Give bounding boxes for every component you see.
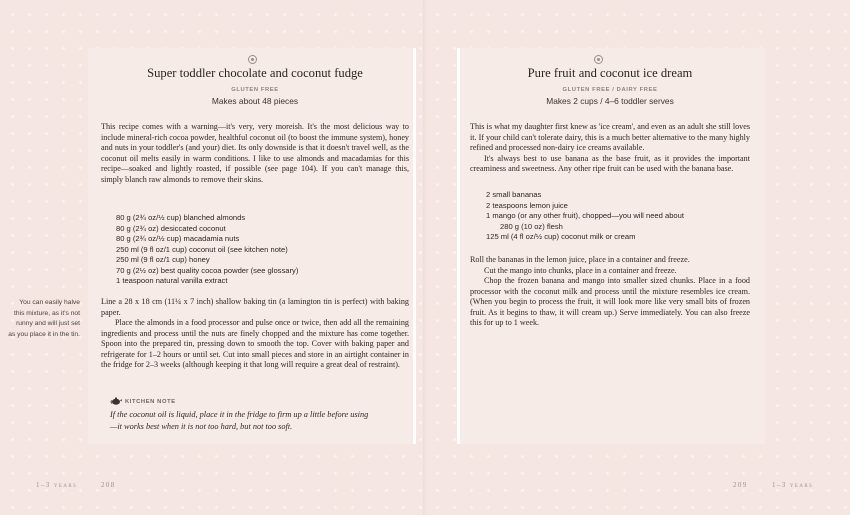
ingredient-item: 2 small bananas <box>486 190 542 199</box>
left-ingredient-list <box>116 213 298 287</box>
ingredient-item: 2 teaspoons lemon juice <box>486 200 568 210</box>
right-recipe-yield: Makes 2 cups / 4–6 toddler serves <box>546 96 674 106</box>
method-step: Roll the bananas in the lemon juice, place in a container and freeze. <box>470 255 690 264</box>
right-ornament-icon <box>594 55 603 64</box>
right-recipe-intro <box>470 122 750 175</box>
right-ingredient-list <box>486 190 684 243</box>
left-margin-note: You can easily halve this mixture, as it's not runny and will just set as you place it in the tin. <box>8 299 80 338</box>
method-step: Place the almonds in a food processor and pulse once or twice, then add all the remaining ingredients and process until the nuts are finely chopped and the mixture has come together. Spoon into the prepared tin, pressing down to smooth the top. Cover with baking paper and refrigerate for 1–2 hours or until set. Cut into small pieces and store in an airtight container in the fridge for 2–3 weeks (although keeping it that long will require a great deal of restraint). <box>101 318 409 369</box>
book-gutter <box>423 0 427 515</box>
left-ornament-icon <box>248 55 257 64</box>
right-folio-page: 209 <box>733 481 748 489</box>
ingredient-item: 80 g (2¾ oz/½ cup) macadamia nuts <box>116 234 240 243</box>
method-step: Cut the mango into chunks, place in a container and freeze. <box>484 265 677 275</box>
kitchen-note-label: KITCHEN NOTE <box>125 399 176 405</box>
right-recipe-method <box>470 255 750 329</box>
right-folio-section: 1–3 years <box>772 481 814 489</box>
left-folio-section: 1–3 years <box>36 481 78 489</box>
ingredient-item: 70 g (2½ oz) best quality cocoa powder (see glossary) <box>116 265 299 275</box>
ingredient-item: 80 g (2¾ oz/½ cup) blanched almonds <box>116 213 246 222</box>
ingredient-item: 1 mango (or any other fruit), chopped—you will need about <box>486 211 684 220</box>
kitchen-note-text: If the coconut oil is liquid, place it in the fridge to firm up a little before using—it works best when it is not too hard, but not too soft. <box>110 410 369 431</box>
ingredient-item: 250 ml (9 fl oz/1 cup) coconut oil (see kitchen note) <box>116 244 288 254</box>
method-step: Chop the frozen banana and mango into smaller sized chunks. Place in a food processor with the coconut milk and process until the mixture resembles ice cream. (When you begin to process the fruit, it will look more like very small bits of frozen fruit. As it begins to thaw, it will cream up.) Serve immediately. You can also freeze this for up to 1 week. <box>470 276 750 327</box>
ingredient-item: 125 ml (4 fl oz/½ cup) coconut milk or cream <box>486 232 636 241</box>
right-dietary-tag: GLUTEN FREE / DAIRY FREE <box>562 87 658 93</box>
intro-paragraph: This is what my daughter first knew as 'ice cream', and even as an adult she still loves it. If your child can't tolerate dairy, this is a much better alternative to the many highly refined and processed non-dairy ice creams available. <box>470 122 750 152</box>
left-recipe-method <box>101 297 409 371</box>
method-step: Line a 28 x 18 cm (11¼ x 7 inch) shallow baking tin (a lamington tin is perfect) with baking paper. <box>101 297 409 317</box>
left-dietary-tag: GLUTEN FREE <box>231 87 279 93</box>
right-recipe-title: Pure fruit and coconut ice dream <box>527 66 693 80</box>
teapot-icon <box>110 397 122 405</box>
ingredient-item: 80 g (2¾ oz) desiccated coconut <box>116 223 226 233</box>
ingredient-item: 280 g (10 oz) flesh <box>500 221 563 231</box>
ingredient-item: 250 ml (9 fl oz/1 cup) honey <box>116 255 210 264</box>
left-recipe-title: Super toddler chocolate and coconut fudge <box>147 66 363 80</box>
intro-paragraph: It's always best to use banana as the base fruit, as it provides the important creaminess and sweetness. Any other ripe fruit can be used with the banana base. <box>470 153 750 173</box>
left-recipe-intro: This recipe comes with a warning—it's very, very moreish. It's the most delicious way to include mineral-rich cocoa powder, healthful coconut oil (to boost the immune system), honey and nuts in your toddler's (and your) diet. Its only downside is that it doesn't travel well, as the coconut oil melts easily in warm conditions. I like to use almonds and macadamias for this recipe—soaked and lightly roasted, if possible (see page 104). If you can't manage this, simply blanch raw almonds to remove their skins. <box>101 122 409 184</box>
right-recipe-panel <box>457 48 765 444</box>
left-folio-page: 208 <box>101 481 116 489</box>
left-recipe-yield: Makes about 48 pieces <box>211 96 299 106</box>
ingredient-item: 1 teaspoon natural vanilla extract <box>116 276 228 285</box>
